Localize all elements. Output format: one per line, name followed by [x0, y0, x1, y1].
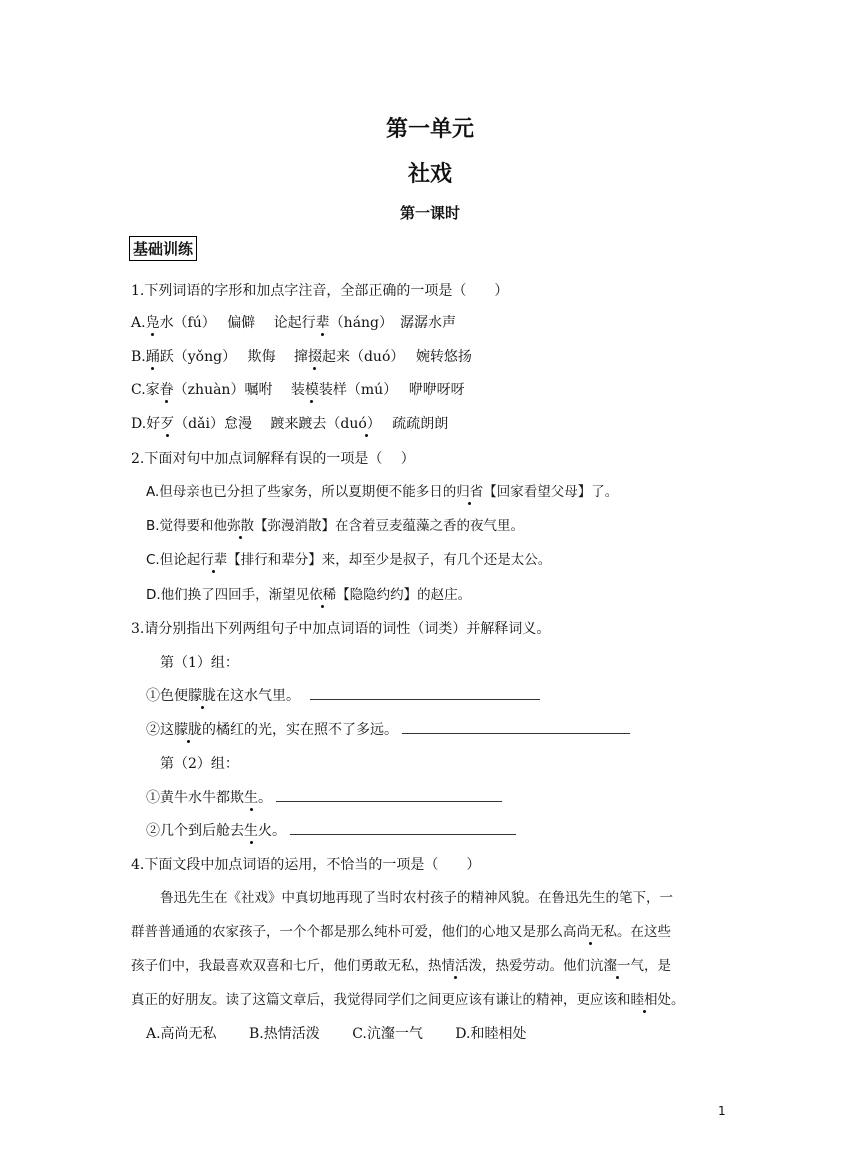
- q3-sentence-4: ②几个到后舱去生火。: [146, 820, 516, 841]
- q4-passage-line-4: 真正的好朋友。读了这篇文章后，我觉得同学们之间更应该有谦让的精神，更应该和睦相处。: [131, 992, 685, 1008]
- q3-group-1: 第（1）组：: [160, 655, 239, 671]
- q4-passage-line-2: 群普普通通的农家孩子，一个个都是那么纯朴可爱，他们的心地又是那么高尚无私。在这些: [131, 924, 671, 940]
- answer-blank[interactable]: [402, 719, 630, 734]
- q2-option-b: B.觉得要和他弥散【弥漫消散】在含着豆麦蕴藻之香的夜气里。: [146, 518, 525, 534]
- unit-title: 第一单元: [385, 117, 474, 142]
- q3-sentence-3: ①黄牛水牛都欺生。: [146, 787, 502, 808]
- q3-stem: 3.请分别指出下列两组句子中加点词语的词性（词类）并解释词义。: [131, 621, 551, 637]
- q2-option-c: C.但论起行辈【排行和辈分】来，却至少是叔子，有几个还是太公。: [146, 552, 552, 568]
- period-title: 第一课时: [399, 204, 460, 222]
- answer-blank[interactable]: [290, 820, 516, 835]
- page-number: 1: [718, 1104, 726, 1118]
- answer-blank[interactable]: [310, 685, 540, 700]
- lesson-title: 社戏: [407, 162, 452, 187]
- q3-group-2: 第（2）组：: [160, 756, 239, 772]
- q1-option-d: D.好歹（dǎi）怠漫 踱来踱去（duó） 疏疏朗朗: [131, 416, 449, 432]
- q3-sentence-1: ①色便朦胧在这水气里。: [146, 685, 540, 706]
- section-label: 基础训练: [129, 236, 197, 261]
- q4-passage-line-1: 鲁迅先生在《社戏》中真切地再现了当时农村孩子的精神风貌。在鲁迅先生的笔下，一: [160, 890, 673, 906]
- q1-option-b: B.踊跃（yǒng） 欺侮 撺掇起来（duó） 婉转悠扬: [131, 349, 472, 365]
- q4-options: A.高尚无私 B.热情活泼 C.沆瀣一气 D.和睦相处: [146, 1026, 527, 1042]
- q4-passage-line-3: 孩子们中，我最喜欢双喜和七斤，他们勇敢无私，热情活泼，热爱劳动。他们沆瀣一气，是: [131, 958, 671, 974]
- q2-stem: 2.下面对句中加点词解释有误的一项是（ ）: [131, 451, 415, 467]
- q4-stem: 4.下面文段中加点词语的运用，不恰当的一项是（ ）: [131, 857, 481, 873]
- q3-sentence-2: ②这朦胧的橘红的光，实在照不了多远。: [146, 719, 630, 740]
- q2-option-d: D.他们换了四回手，渐望见依稀【隐隐约约】的赵庄。: [146, 587, 472, 603]
- q1-option-a: A.凫水（fú） 偏僻 论起行辈（háng） 潺潺水声: [131, 315, 457, 331]
- q2-option-a: A.但母亲也已分担了些家务，所以夏期便不能多日的归省【回家看望父母】了。: [146, 484, 619, 500]
- q1-stem: 1.下列词语的字形和加点字注音，全部正确的一项是（ ）: [131, 283, 509, 299]
- answer-blank[interactable]: [276, 787, 502, 802]
- q1-option-c: C.家眷（zhuàn）嘱咐 装模装样（mú） 咿咿呀呀: [131, 382, 465, 398]
